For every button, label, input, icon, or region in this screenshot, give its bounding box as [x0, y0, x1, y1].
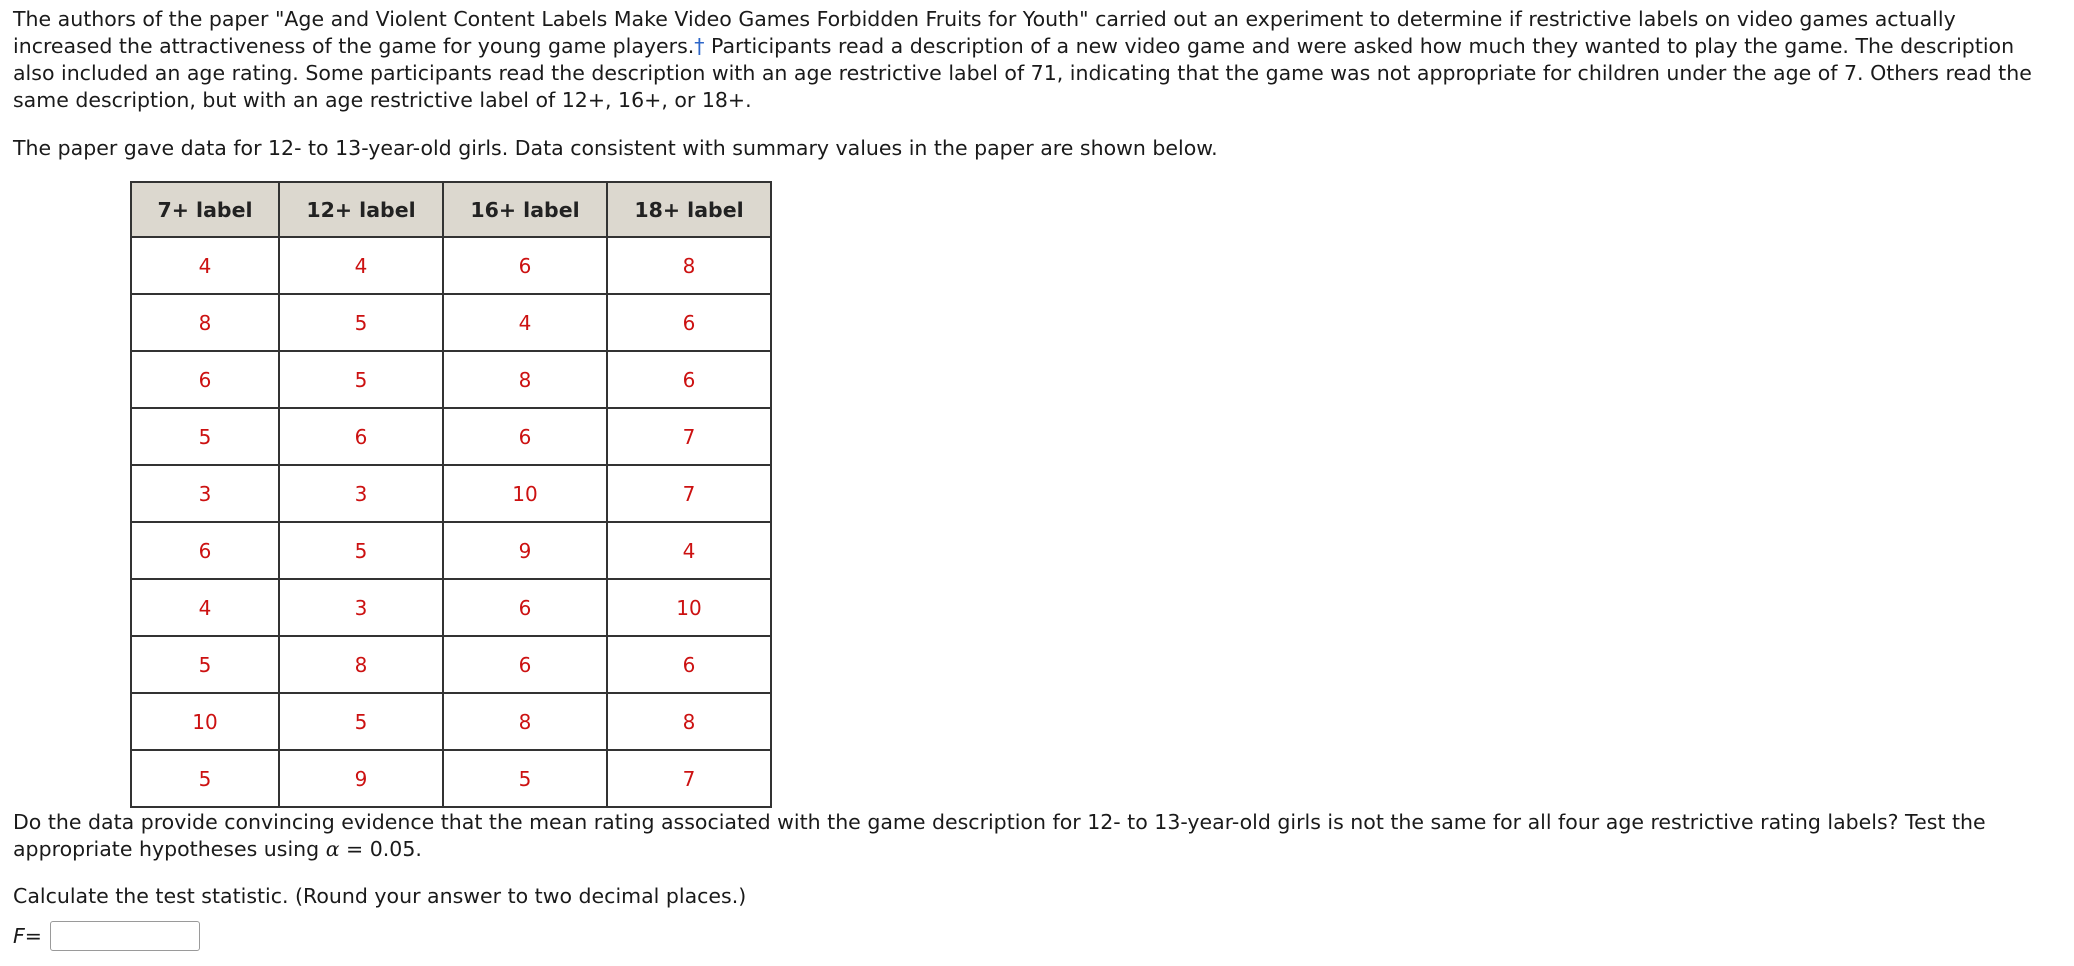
- table-cell: 5: [131, 636, 279, 693]
- header-12-label: 12+ label: [279, 182, 443, 237]
- header-18-label: 18+ label: [607, 182, 771, 237]
- intro-paragraph: [13, 6, 2058, 114]
- table-cell: 4: [131, 579, 279, 636]
- question-paragraph: [13, 809, 2063, 863]
- table-header-row: [131, 182, 771, 237]
- table-cell: 7: [607, 408, 771, 465]
- data-intro-paragraph: The paper gave data for 12- to 13-year-old girls. Data consistent with summary values in the paper are shown below.: [13, 136, 1218, 160]
- table-cell: 4: [443, 294, 607, 351]
- table-cell: 6: [443, 408, 607, 465]
- table-cell: 6: [131, 522, 279, 579]
- intro-text: The authors of the paper "Age and Violent Content Labels Make Video Games Forbidden Fruits for Youth" carried out an experiment to determine if restrictive labels on video games actually increased the attractiveness of the game for young game players.: [13, 7, 1956, 58]
- table-cell: 5: [279, 294, 443, 351]
- question-text-continued: = 0.05.: [339, 837, 422, 861]
- header-16-label: 16+ label: [443, 182, 607, 237]
- table-cell: 6: [607, 351, 771, 408]
- table-cell: 5: [131, 750, 279, 807]
- table-row: [131, 579, 771, 636]
- table-cell: 5: [279, 522, 443, 579]
- table-row: [131, 522, 771, 579]
- table-cell: 6: [279, 408, 443, 465]
- table-cell: 5: [279, 693, 443, 750]
- table-cell: 6: [443, 636, 607, 693]
- table-cell: 8: [279, 636, 443, 693]
- table-cell: 6: [443, 237, 607, 294]
- table-cell: 3: [279, 465, 443, 522]
- table-cell: 8: [607, 693, 771, 750]
- table-row: [131, 294, 771, 351]
- table-cell: 8: [443, 693, 607, 750]
- table-cell: 6: [607, 636, 771, 693]
- table-row: [131, 351, 771, 408]
- answer-row: [13, 920, 200, 952]
- table-cell: 4: [279, 237, 443, 294]
- table-cell: 9: [443, 522, 607, 579]
- table-cell: 3: [131, 465, 279, 522]
- alpha-symbol: α: [325, 837, 340, 861]
- data-table: [130, 181, 772, 808]
- table-cell: 4: [607, 522, 771, 579]
- table-cell: 8: [443, 351, 607, 408]
- table-row: [131, 408, 771, 465]
- table-cell: 6: [443, 579, 607, 636]
- table-row: [131, 636, 771, 693]
- table-cell: 9: [279, 750, 443, 807]
- table-cell: 10: [607, 579, 771, 636]
- table-row: [131, 237, 771, 294]
- header-7-label: 7+ label: [131, 182, 279, 237]
- table-cell: 7: [607, 465, 771, 522]
- f-statistic-input[interactable]: [50, 921, 200, 951]
- table-cell: 6: [131, 351, 279, 408]
- instruction-paragraph: Calculate the test statistic. (Round your answer to two decimal places.): [13, 884, 747, 908]
- table-cell: 10: [443, 465, 607, 522]
- table-row: [131, 693, 771, 750]
- table-cell: 10: [131, 693, 279, 750]
- equals-sign: =: [24, 924, 42, 948]
- table-row: [131, 465, 771, 522]
- question-text: Do the data provide convincing evidence that the mean rating associated with the game description for 12- to 13-year-old girls is not the same for all four age restrictive rating labels? Test the appropriate hypotheses using: [13, 810, 1986, 861]
- footnote-dagger-link[interactable]: †: [694, 34, 705, 58]
- table-cell: 5: [279, 351, 443, 408]
- table-cell: 8: [131, 294, 279, 351]
- intro-text-continued: Participants read a description of a new video game and were asked how much they wanted to play the game. The description also included an age rating. Some participants read the description with an age restrictive label of 71, indicating that the game was not appropriate for children under the age of 7. Others read the same description, but with an age restrictive label of 12+, 16+, or 18+.: [13, 34, 2032, 112]
- table-row: [131, 750, 771, 807]
- table-cell: 5: [443, 750, 607, 807]
- table-cell: 6: [607, 294, 771, 351]
- table-cell: 7: [607, 750, 771, 807]
- table-cell: 5: [131, 408, 279, 465]
- table-cell: 4: [131, 237, 279, 294]
- table-cell: 8: [607, 237, 771, 294]
- f-variable-label: F: [13, 924, 25, 948]
- table-cell: 3: [279, 579, 443, 636]
